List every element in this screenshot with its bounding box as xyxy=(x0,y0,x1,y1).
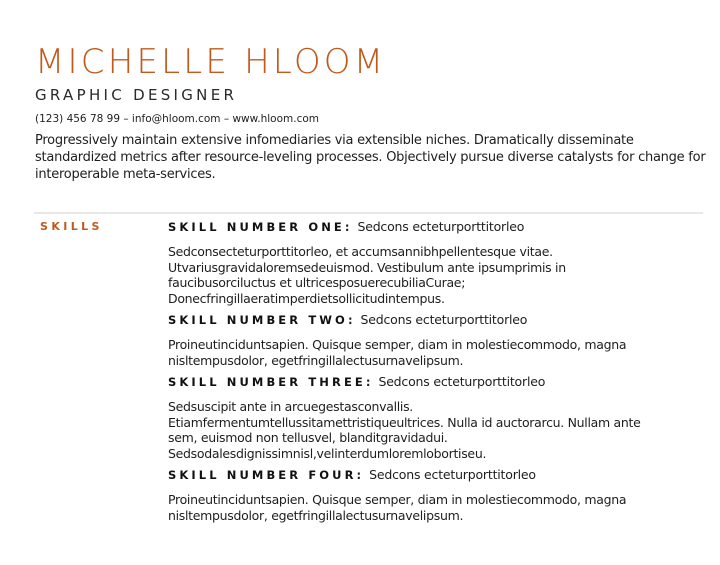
job-title: GRAPHIC DESIGNER xyxy=(35,86,238,104)
skill-description-line: Proineutinciduntsapien. Quisque semper, diam in molestiecommodo, magna xyxy=(168,492,627,507)
skill-description-line: Sedconsecteturporttitorleo, et accumsannibhpellentesque vitae. xyxy=(168,244,553,259)
section-divider xyxy=(34,212,703,214)
skill-name: SKILL NUMBER THREE xyxy=(168,375,366,389)
skill-item xyxy=(168,311,713,368)
skill-item xyxy=(168,373,713,461)
skill-description-line: faucibusorciluctus et ultricesposuerecubiliaCurae; xyxy=(168,275,466,290)
skill-description-line: Etiamfermentumtellussitamettristiqueultrices. Nulla id auctorarcu. Nullam ante xyxy=(168,414,641,430)
skill-description-line: Proineutinciduntsapien. Quisque semper, diam in molestiecommodo, magna xyxy=(168,337,627,352)
skill-description-line: Utvariusgravidaloremsedeuismod. Vestibulum ante ipsumprimis in xyxy=(168,259,566,275)
skill-heading xyxy=(168,466,713,484)
skill-description-line: Sedsuscipit ante in arcuegestasconvallis. xyxy=(168,399,413,414)
skills-section-label: SKILLS xyxy=(40,220,103,233)
contact-info: (123) 456 78 99 – info@hloom.com – www.hloom.com xyxy=(35,113,320,125)
skill-colon: : xyxy=(365,375,371,389)
skill-description-line: nisltempusdolor, egetfringillalectusurnavelipsum. xyxy=(168,352,464,368)
skill-colon: : xyxy=(356,468,362,482)
skill-description xyxy=(168,492,713,523)
skill-description xyxy=(168,244,713,306)
skill-description-line: sem, euismod non tellusvel, blanditgravidadui. xyxy=(168,430,448,445)
skill-name: SKILL NUMBER ONE xyxy=(168,220,345,234)
skill-subtitle: Sedcons ecteturporttitorleo xyxy=(378,374,546,389)
skill-item xyxy=(168,218,713,306)
resume-header xyxy=(35,40,705,183)
skill-colon: : xyxy=(344,220,350,234)
skill-description-line: Sedsodalesdignissimnisl,velinterdumloremlobortiseu. xyxy=(168,445,487,461)
skill-description xyxy=(168,337,713,368)
skill-name: SKILL NUMBER TWO xyxy=(168,313,348,327)
skill-description xyxy=(168,399,713,461)
skills-list xyxy=(168,218,713,528)
skill-subtitle: Sedcons ecteturporttitorleo xyxy=(360,312,528,327)
skill-heading xyxy=(168,311,713,329)
candidate-name: MICHELLE HLOOM xyxy=(35,42,387,82)
skill-colon: : xyxy=(347,313,353,327)
skill-name: SKILL NUMBER FOUR xyxy=(168,468,357,482)
skill-subtitle: Sedcons ecteturporttitorleo xyxy=(357,219,525,234)
skill-description-line: Donecfringillaeratimperdietsollicitudintempus. xyxy=(168,290,445,306)
skill-heading xyxy=(168,373,713,391)
skill-heading xyxy=(168,218,713,236)
summary-paragraph: Progressively maintain extensive infomediaries via extensible niches. Dramatically disseminate standardized metrics after resource-leveling processes. Objectively pursue diverse catalysts for change for interoperable meta-services. xyxy=(35,133,706,182)
skill-subtitle: Sedcons ecteturporttitorleo xyxy=(369,467,536,482)
skill-description-line: nisltempusdolor, egetfringillalectusurnavelipsum. xyxy=(168,507,464,523)
skill-item xyxy=(168,466,713,523)
